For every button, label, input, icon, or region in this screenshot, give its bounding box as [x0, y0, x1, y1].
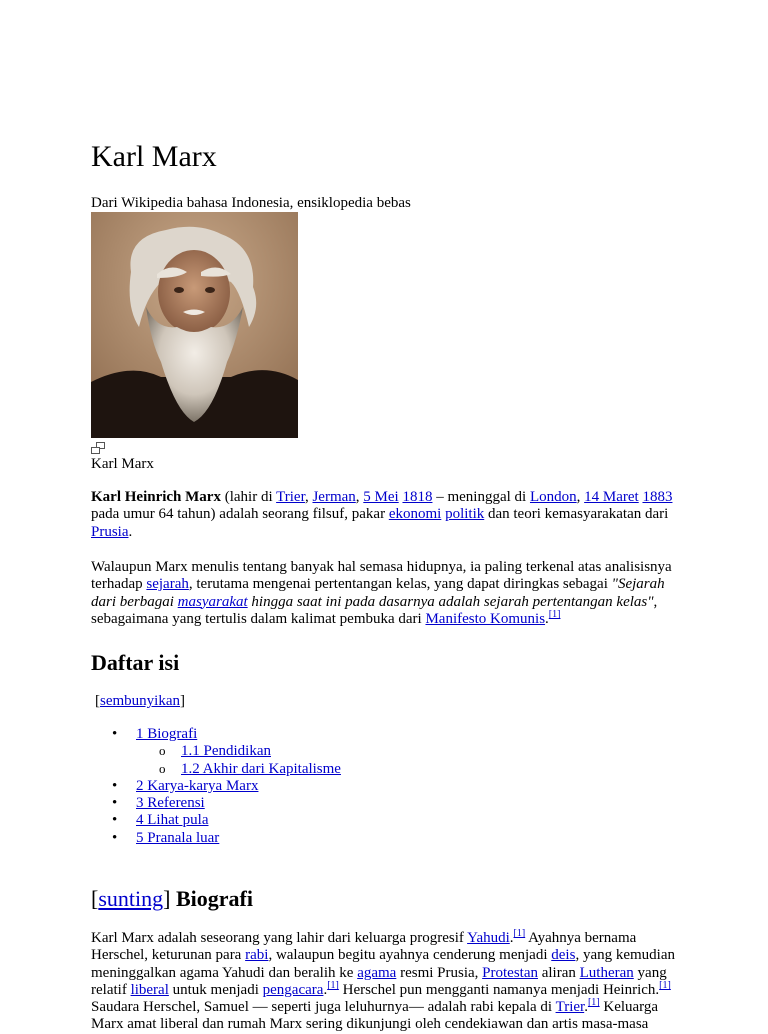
- toc-link-pendidikan[interactable]: 1.1 Pendidikan: [181, 743, 271, 760]
- toc-subitem: [91, 743, 341, 760]
- link-14-maret[interactable]: 14 Maret: [584, 489, 639, 505]
- text: ,: [355, 489, 364, 505]
- bracket: [: [95, 693, 100, 709]
- text: ,: [576, 489, 585, 505]
- text: – meninggal di: [432, 489, 530, 505]
- table-of-contents: [91, 726, 341, 847]
- subject-name: Karl Heinrich Marx: [91, 489, 221, 505]
- text: dan teori kemasyarakatan dari: [484, 506, 669, 523]
- toc-item: [91, 795, 341, 812]
- link-deis[interactable]: deis: [551, 947, 576, 964]
- reference-link[interactable]: [1]: [513, 928, 526, 939]
- text: Ayahnya bernama Herschel, keturunan para: [91, 930, 637, 964]
- image-caption: Karl Marx: [91, 456, 154, 472]
- text: untuk menjadi: [168, 981, 263, 998]
- text: Herschel pun mengganti namanya menjadi Heinrich.: [338, 981, 660, 998]
- text: , sebagaimana yang tertulis dalam kalimat pembuka dari: [91, 593, 658, 627]
- text: .: [128, 523, 133, 540]
- text: hingga saat ini pada dasarnya adalah sejarah pertentangan kelas": [247, 593, 654, 610]
- link-sejarah[interactable]: sejarah: [146, 576, 189, 593]
- section-heading-biografi: [91, 886, 253, 912]
- toc-link-akhir-kapitalisme[interactable]: 1.2 Akhir dari Kapitalisme: [181, 760, 341, 777]
- link-politik[interactable]: politik: [445, 506, 485, 523]
- intro-paragraph: [91, 489, 681, 541]
- text: resmi Prusia,: [396, 964, 483, 981]
- biografi-paragraph: [91, 930, 681, 1034]
- reference-link[interactable]: [1]: [587, 997, 600, 1009]
- toc-toggle: [95, 692, 185, 710]
- link-protestan[interactable]: Protestan: [482, 964, 538, 981]
- toc-link-lihat-pula[interactable]: 4 Lihat pula: [136, 812, 209, 829]
- link-london[interactable]: London: [529, 489, 577, 505]
- text: .: [584, 999, 588, 1016]
- text: (lahir di: [220, 489, 277, 505]
- toc-subitem: [91, 761, 341, 778]
- link-5-mei[interactable]: 5 Mei: [363, 489, 399, 505]
- link-pengacara[interactable]: pengacara: [262, 981, 324, 998]
- link-masyarakat[interactable]: masyarakat: [177, 593, 248, 610]
- link-trier[interactable]: Trier: [555, 999, 585, 1016]
- portrait-photo: [91, 212, 298, 438]
- text: ,: [304, 489, 313, 505]
- link-1883[interactable]: 1883: [642, 489, 673, 505]
- text: yang relatif: [91, 964, 667, 998]
- bracket: [: [91, 886, 99, 911]
- toc-link-biografi[interactable]: 1 Biografi: [136, 726, 198, 742]
- bracket: ]: [163, 886, 171, 911]
- link-jerman[interactable]: Jerman: [312, 489, 356, 505]
- portrait-image[interactable]: [91, 212, 298, 438]
- toc-link-karya[interactable]: 2 Karya-karya Marx: [136, 777, 259, 794]
- text: aliran: [537, 964, 580, 981]
- toc-link-referensi[interactable]: 3 Referensi: [136, 795, 205, 812]
- text: , terutama mengenai pertentangan kelas, yang dapat diringkas sebagai: [188, 576, 612, 593]
- toc-heading: Daftar isi: [91, 650, 180, 675]
- section-title: Biografi: [170, 886, 253, 911]
- text: .: [545, 610, 549, 627]
- link-ekonomi[interactable]: ekonomi: [388, 506, 442, 523]
- reference-link[interactable]: [1]: [659, 979, 671, 991]
- text: , walaupun begitu ayahnya cenderung menjadi: [268, 947, 552, 964]
- toc-item: [91, 726, 341, 778]
- bracket: ]: [180, 693, 185, 709]
- link-rabi[interactable]: rabi: [245, 947, 269, 964]
- text: Karl Marx adalah seseorang yang lahir dari keluarga progresif: [91, 930, 468, 946]
- toc-link-pranala-luar[interactable]: 5 Pranala luar: [136, 829, 220, 846]
- link-1818[interactable]: 1818: [402, 489, 433, 505]
- link-trier[interactable]: Trier: [276, 489, 305, 505]
- text: pada umur 64 tahun) adalah seorang filsuf, pakar: [91, 506, 389, 523]
- toc-item: [91, 812, 341, 829]
- reference-link[interactable]: [1]: [327, 979, 339, 991]
- text: Keluarga Marx amat liberal dan rumah Marx sering dikunjungi oleh cendekiawan dan artis masa-masa: [91, 999, 659, 1033]
- link-lutheran[interactable]: Lutheran: [579, 964, 634, 981]
- reference-link[interactable]: [1]: [548, 608, 561, 620]
- link-yahudi[interactable]: Yahudi: [467, 930, 510, 946]
- text: Saudara Herschel, Samuel — seperti juga leluhurnya— adalah rabi kepala di: [91, 999, 556, 1016]
- analysis-paragraph: [91, 559, 681, 628]
- link-manifesto-komunis[interactable]: Manifesto Komunis: [425, 610, 546, 627]
- link-liberal[interactable]: liberal: [130, 981, 169, 998]
- site-tagline: Dari Wikipedia bahasa Indonesia, ensiklopedia bebas: [91, 195, 411, 211]
- edit-section-link[interactable]: sunting: [98, 886, 164, 911]
- toc-item: [91, 830, 341, 847]
- text: Walaupun Marx menulis tentang banyak hal semasa hidupnya, ia paling terkenal atas analisisnya terhadap: [91, 559, 672, 593]
- link-prusia[interactable]: Prusia: [91, 523, 129, 540]
- text: .: [323, 981, 328, 998]
- link-agama[interactable]: agama: [357, 964, 397, 981]
- text: , yang kemudian meninggalkan agama Yahudi dan beralih ke: [91, 947, 675, 981]
- toc-hide-link[interactable]: sembunyikan: [100, 693, 180, 709]
- text: "Sejarah dari berbagai: [91, 576, 665, 610]
- text: .: [509, 930, 514, 946]
- toc-item: [91, 778, 341, 795]
- page-title: Karl Marx: [91, 140, 217, 173]
- magnify-icon[interactable]: [91, 442, 105, 454]
